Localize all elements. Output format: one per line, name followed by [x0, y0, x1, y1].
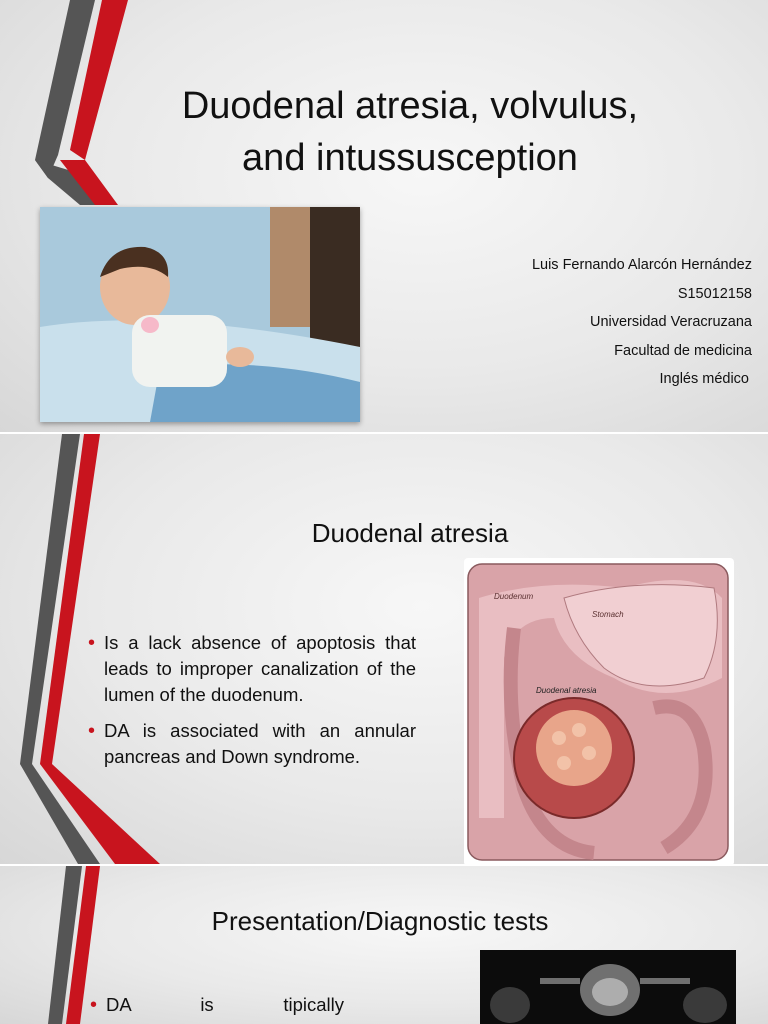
title-line-2: and intussusception — [242, 137, 578, 179]
patient-photo — [40, 207, 360, 422]
slide-title: Presentation/Diagnostic tests — [211, 906, 549, 936]
presentation-slide — [0, 866, 768, 1024]
duodenal-atresia-slide — [0, 434, 768, 864]
title-slide — [0, 0, 768, 432]
university: Universidad Veracruzana — [589, 314, 752, 330]
bullet-item: • DA is associated with an annular pancreas and Down syndrome. — [88, 718, 416, 770]
course: Inglés médico — [659, 371, 749, 387]
bullet-item: • Is a lack absence of apoptosis that leads to improper canalization of the lumen of the duodenum. — [88, 630, 416, 708]
author-info — [532, 251, 752, 394]
author-name: Luis Fernando Alarcón Hernández — [531, 257, 752, 273]
slide-title: Duodenal atresia — [311, 518, 509, 548]
bullet-list — [88, 630, 416, 780]
duodenal-atresia-diagram — [464, 558, 734, 864]
title-line-1: Duodenal atresia, volvulus, — [181, 85, 639, 127]
atresia-label: Duodenal atresia — [536, 686, 597, 695]
duodenum-label: Duodenum — [494, 592, 534, 601]
bullet-list — [90, 992, 344, 1024]
student-id: S15012158 — [677, 285, 752, 302]
bullet-item: • DA is tipically — [90, 992, 344, 1018]
faculty: Facultad de medicina — [614, 342, 752, 359]
stomach-label: Stomach — [592, 610, 624, 619]
presentation-title — [110, 80, 710, 184]
xray-image — [480, 950, 736, 1024]
